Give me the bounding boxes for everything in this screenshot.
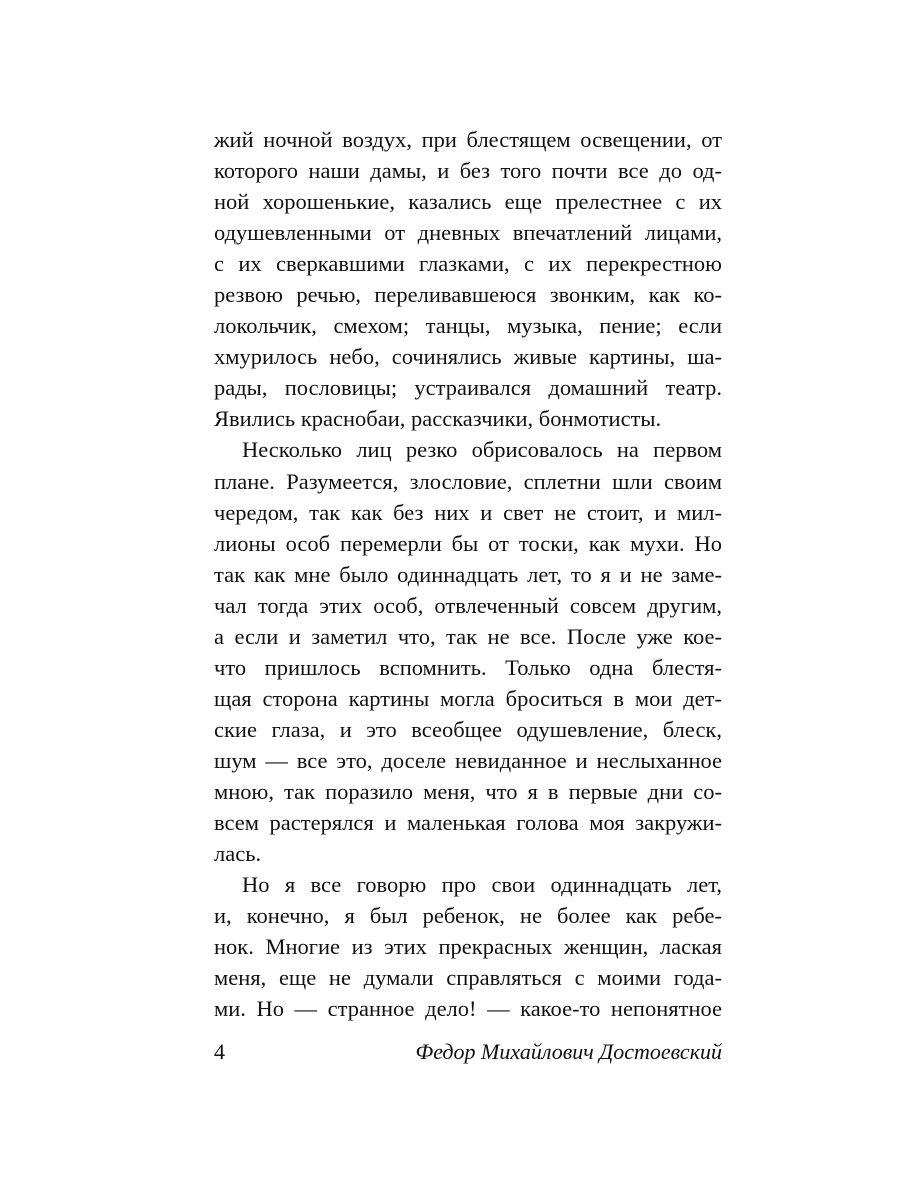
text-line: рады, пословицы; устраивался домашний театр. [214,375,722,401]
text-line: лионы особ перемерли бы от тоски, как мухи. Но [214,530,722,556]
text-line: меня, еще не думали справляться с моими года- [214,965,722,991]
text-line: локольчик, смехом; танцы, музыка, пение; если [214,313,722,339]
text-line: хмурилось небо, сочинялись живые картины, ша- [214,344,722,370]
text-line: которого наши дамы, и без того почти все до од- [214,158,722,184]
text-line: плане. Разумеется, злословие, сплетни шли своим [214,468,722,494]
text-line: что пришлось вспомнить. Только одна блестя- [214,654,722,680]
paragraph-1 [214,124,722,434]
text-line: чередом, так как без них и свет не стоит, и мил- [214,499,722,525]
text-line: всем растерялся и маленькая голова моя закружи- [214,810,722,836]
text-line: ские глаза, и это всеобщее одушевление, блеск, [214,716,722,742]
text-line: ной хорошенькие, казались еще прелестнее с их [214,189,722,215]
text-line: так как мне было одиннадцать лет, то я и не заме- [214,561,722,587]
body-text [214,124,722,1024]
text-line: мною, так поразило меня, что я в первые дни со- [214,778,722,804]
text-line: одушевленными от дневных впечатлений лицами, [214,220,722,246]
text-line: с их сверкавшими глазками, с их перекрестною [214,251,722,277]
page-number: 4 [214,1039,225,1064]
text-line: нок. Многие из этих прекрасных женщин, лаская [214,934,722,960]
text-line: и, конечно, я был ребенок, не более как ребе- [214,903,722,929]
text-line: шум — все это, доселе невиданное и неслыханное [214,747,722,773]
text-line: щая сторона картины могла броситься в мои дет- [214,685,722,711]
paragraph-2 [214,434,722,869]
text-line: ми. Но — странное дело! — какое-то непонятное [214,996,722,1022]
running-title: Федор Михайлович Достоевский [415,1039,722,1064]
text-line: Явились краснобаи, рассказчики, бонмотисты. [214,406,662,432]
text-line: лась. [214,841,262,867]
text-line: жий ночной воздух, при блестящем освещении, от [214,127,722,152]
text-line: резвою речью, переливавшеюся звонким, как ко- [214,282,722,308]
text-line: а если и заметил что, так не все. После уже кое- [214,623,722,649]
text-line: Но я все говорю про свои одиннадцать лет, [242,872,722,898]
page-footer [214,1036,722,1068]
text-line: чал тогда этих особ, отвлеченный совсем другим, [214,592,722,618]
paragraph-3 [214,869,722,1024]
text-line: Несколько лиц резко обрисовалось на первом [242,437,722,463]
